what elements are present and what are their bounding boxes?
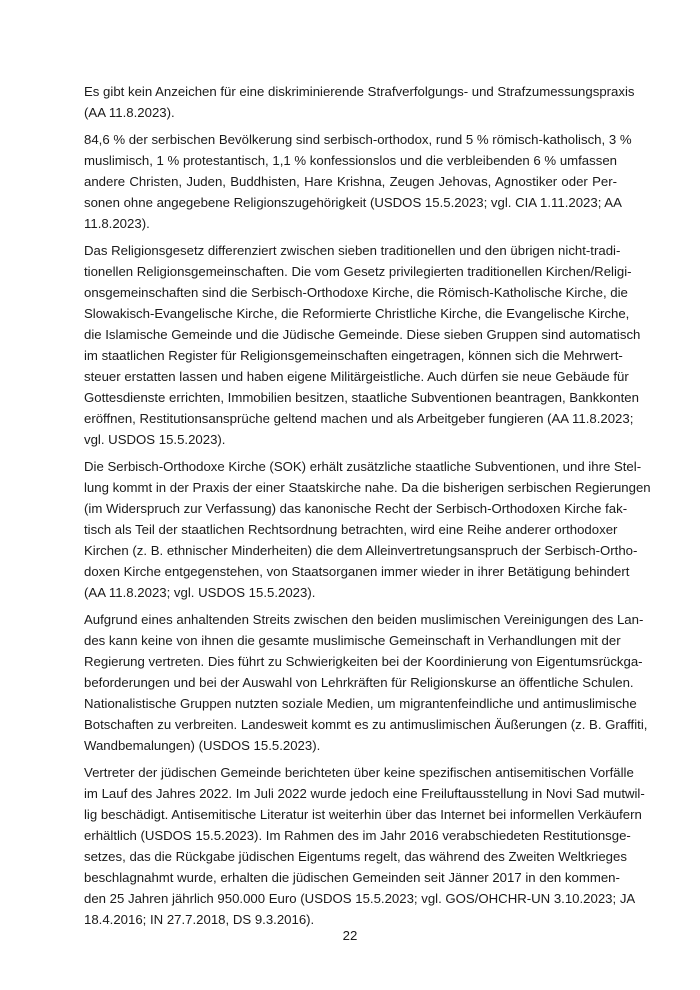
text-line: Es gibt kein Anzeichen für eine diskriminierende Strafverfolgungs- und Strafzumessungspraxis bbox=[84, 84, 635, 99]
paragraph bbox=[84, 129, 632, 234]
text-line: des kann keine von ihnen die gesamte muslimische Gemeinschaft in Verhandlungen mit der bbox=[84, 633, 621, 648]
text-line: Aufgrund eines anhaltenden Streits zwischen den beiden muslimischen Vereinigungen des Lan- bbox=[84, 612, 644, 627]
text-line: lung kommt in der Praxis der einer Staatskirche nahe. Da die bisherigen serbischen Regierungen bbox=[84, 480, 651, 495]
text-line: Wandbemalungen) (USDOS 15.5.2023). bbox=[84, 738, 321, 753]
text-line: Slowakisch-Evangelische Kirche, die Reformierte Christliche Kirche, die Evangelische Kirche, bbox=[84, 306, 630, 321]
text-line: muslimisch, 1 % protestantisch, 1,1 % konfessionslos und die verbleibenden 6 % umfassen bbox=[84, 153, 617, 168]
text-line: Vertreter der jüdischen Gemeinde berichteten über keine spezifischen antisemitischen Vorfälle bbox=[84, 765, 634, 780]
text-line: (AA 11.8.2023; vgl. USDOS 15.5.2023). bbox=[84, 585, 316, 600]
text-line: onsgemeinschaften sind die Serbisch-Orthodoxe Kirche, die Römisch-Katholische Kirche, die bbox=[84, 285, 628, 300]
text-line: erhältlich (USDOS 15.5.2023). Im Rahmen des im Jahr 2016 verabschiedeten Restitutionsge- bbox=[84, 828, 631, 843]
paragraph bbox=[84, 81, 635, 123]
text-line: Botschaften zu verbreiten. Landesweit kommt es zu antimuslimischen Äußerungen (z. B. Graffiti, bbox=[84, 717, 648, 732]
paragraph bbox=[84, 456, 651, 603]
text-line: im Lauf des Jahres 2022. Im Juli 2022 wurde jedoch eine Freiluftausstellung in Novi Sad mutwil- bbox=[84, 786, 645, 801]
text-line: (im Widerspruch zur Verfassung) das kanonische Recht der Serbisch-Orthodoxen Kirche fak- bbox=[84, 501, 628, 516]
text-line: sonen ohne angegebene Religionszugehörigkeit (USDOS 15.5.2023; vgl. CIA 1.11.2023; AA bbox=[84, 195, 622, 210]
paragraph bbox=[84, 609, 648, 756]
text-line: Gottesdienste errichten, Immobilien besitzen, staatliche Subventionen beantragen, Bankkonten bbox=[84, 390, 639, 405]
text-line: andere Christen, Juden, Buddhisten, Hare Krishna, Zeugen Jehovas, Agnostiker oder Per- bbox=[84, 174, 617, 189]
text-line: beschlagnahmt wurde, erhalten die jüdischen Gemeinden seit Jänner 2017 in den kommen- bbox=[84, 870, 620, 885]
text-line: Das Religionsgesetz differenziert zwischen sieben traditionellen und den übrigen nicht-tradi- bbox=[84, 243, 621, 258]
text-line: Die Serbisch-Orthodoxe Kirche (SOK) erhält zusätzliche staatliche Subventionen, und ihre Stel- bbox=[84, 459, 642, 474]
text-line: Nationalistische Gruppen nutzten soziale Medien, um migrantenfeindliche und antimuslimische bbox=[84, 696, 637, 711]
text-line: im staatlichen Register für Religionsgemeinschaften eingetragen, können sich die Mehrwert- bbox=[84, 348, 623, 363]
text-line: doxen Kirche entgegenstehen, von Staatsorganen immer wieder in ihrer Betätigung behindert bbox=[84, 564, 630, 579]
text-line: tionellen Religionsgemeinschaften. Die vom Gesetz privilegierten traditionellen Kirchen/Religi- bbox=[84, 264, 632, 279]
text-line: Kirchen (z. B. ethnischer Minderheiten) die dem Alleinvertretungsanspruch der Serbisch-Ortho- bbox=[84, 543, 638, 558]
text-line: die Islamische Gemeinde und die Jüdische Gemeinde. Diese sieben Gruppen sind automatisch bbox=[84, 327, 641, 342]
text-line: beforderungen und bei der Auswahl von Lehrkräften für Religionskurse an öffentliche Schulen. bbox=[84, 675, 634, 690]
text-line: 18.4.2016; IN 27.7.2018, DS 9.3.2016). bbox=[84, 912, 315, 927]
text-line: setzes, das die Rückgabe jüdischen Eigentums regelt, das während des Zweiten Weltkrieges bbox=[84, 849, 627, 864]
paragraph bbox=[84, 240, 641, 450]
document-body bbox=[84, 81, 651, 936]
text-line: eröffnen, Restitutionsansprüche geltend machen und als Arbeitgeber fungieren (AA 11.8.2023; bbox=[84, 411, 634, 426]
page-number: 22 bbox=[342, 928, 358, 943]
text-line: Regierung vertreten. Dies führt zu Schwierigkeiten bei der Koordinierung von Eigentumsrückga- bbox=[84, 654, 643, 669]
text-line: tisch als Teil der staatlichen Rechtsordnung betrachten, wird eine Reihe anderer orthodoxer bbox=[84, 522, 618, 537]
text-line: lig beschädigt. Antisemitische Literatur ist weiterhin über das Internet bei informellen Verkäufern bbox=[84, 807, 642, 822]
text-line: vgl. USDOS 15.5.2023). bbox=[84, 432, 226, 447]
paragraph bbox=[84, 762, 645, 930]
text-line: (AA 11.8.2023). bbox=[84, 105, 175, 120]
text-line: steuer erstatten lassen und haben eigene Militärgeistliche. Auch dürfen sie neue Gebäude für bbox=[84, 369, 629, 384]
text-line: 11.8.2023). bbox=[84, 216, 150, 231]
text-line: 84,6 % der serbischen Bevölkerung sind serbisch-orthodox, rund 5 % römisch-katholisch, 3 % bbox=[84, 132, 632, 147]
text-line: den 25 Jahren jährlich 950.000 Euro (USDOS 15.5.2023; vgl. GOS/OHCHR-UN 3.10.2023; JA bbox=[84, 891, 636, 906]
